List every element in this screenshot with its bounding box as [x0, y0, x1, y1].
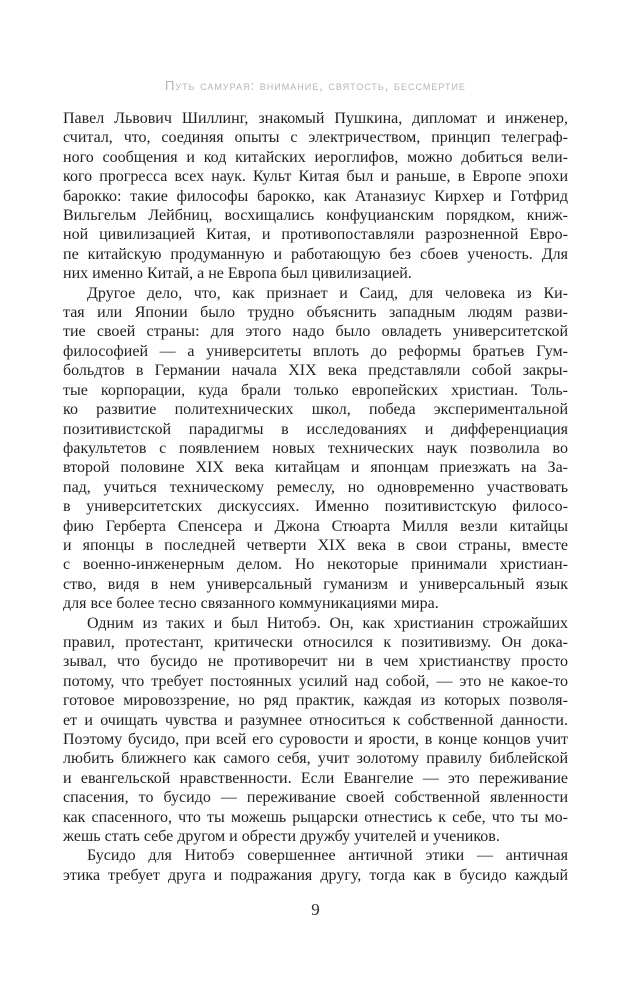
text-line: пад, учиться техническому ремеслу, но одновременно участвовать: [63, 478, 568, 496]
paragraph: [63, 614, 568, 847]
text-line: Вильгельм Лейбниц, восхищались конфуцианским порядком, книж-: [63, 207, 568, 225]
text-line: потому, что требует постоянных усилий над собой, — это не какое-то: [63, 672, 568, 690]
text-line: них именно Китай, а не Европа был цивилизацией.: [63, 265, 412, 283]
running-header: Путь самурая: внимание, святость, бессмертие: [165, 78, 466, 93]
text-line: ко развитие политехнических школ, победа экспериментальной: [63, 401, 568, 419]
text-line: тие своей страны: для этого надо было овладеть университетской: [63, 323, 568, 341]
text-line: и евангельской нравственности. Если Евангелие — это переживание: [63, 769, 568, 787]
text-line: и японцы в последней четверти XIX века в свои страны, вместе: [63, 536, 568, 554]
text-line: как спасенного, что ты можешь рыцарски отнестись к себе, что ты мо-: [63, 808, 568, 826]
paragraph: [63, 109, 568, 284]
text-line: этика требует друга и подражания другу, тогда как в бусидо каждый: [63, 866, 568, 884]
text-line: в университетских дискуссиях. Именно позитивистскую филосо-: [63, 498, 568, 516]
text-line: зывал, что бусидо не противоречит ни в чем христианству просто: [63, 653, 568, 671]
text-line: считал, что, соединяя опыты с электричеством, принцип телеграф-: [63, 129, 568, 147]
text-line: позитивистской парадигмы в исследованиях и дифференциация: [63, 420, 568, 438]
text-line: ной цивилизацией Китая, и противопоставляли разрозненной Евро-: [63, 226, 568, 244]
text-line: барокко: такие философы барокко, как Атаназиус Кирхер и Готфрид: [63, 187, 568, 205]
paragraph: [63, 284, 568, 614]
text-line: правил, протестант, критически относился к позитивизму. Он дока-: [63, 633, 568, 651]
page-number: 9: [311, 900, 320, 919]
text-line: фию Герберта Спенсера и Джона Стюарта Милля везли китайцы: [63, 517, 568, 535]
text-line: ет и очищать чувства и разумнее относиться к собственной данности.: [63, 711, 568, 729]
text-line: пе китайскую продуманную и работающую без сбоев ученость. Для: [63, 245, 568, 263]
text-line: спасения, то бусидо — переживание своей собственной явленности: [63, 789, 568, 807]
paragraph: [63, 846, 568, 885]
text-line: Поэтому бусидо, при всей его суровости и ярости, в конце концов учит: [63, 731, 568, 748]
text-line: больдтов в Германии начала XIX века представляли собой закры-: [63, 362, 568, 380]
text-line: любить ближнего как самого себя, учит золотому правилу библейской: [63, 750, 568, 768]
text-line: Бусидо для Нитобэ совершеннее античной этики — античная: [87, 847, 568, 865]
text-line: кого прогресса всех наук. Культ Китая был и раньше, в Европе эпохи: [63, 168, 568, 186]
text-line: готовое мировоззрение, но ряд практик, каждая из которых позволя-: [63, 692, 568, 710]
text-line: тая или Японии было трудно объяснить западным людям разви-: [63, 304, 568, 322]
text-line: Павел Львович Шиллинг, знакомый Пушкина, дипломат и инженер,: [63, 110, 568, 127]
text-line: факультетов с появлением новых технических наук позволила во: [63, 439, 568, 457]
text-line: тые корпорации, куда брали только европейских христиан. Толь-: [63, 381, 568, 399]
body-text: [63, 109, 568, 885]
text-line: с военно-инженерным делом. Но некоторые принимали христиан-: [63, 556, 568, 574]
text-line: жешь стать себе другом и обрести дружбу учителей и учеников.: [63, 828, 500, 846]
text-line: философией — а университеты вплоть до реформы братьев Гум-: [63, 342, 568, 360]
text-line: второй половине XIX века китайцам и японцам приезжать на За-: [63, 459, 568, 477]
text-line: Другое дело, что, как признает и Саид, для человека из Ки-: [87, 284, 568, 302]
text-line: ного сообщения и код китайских иероглифов, можно добиться вели-: [63, 148, 568, 166]
text-line: для все более тесно связанного коммуникациями мира.: [63, 595, 439, 613]
text-line: Одним из таких и был Нитобэ. Он, как христианин строжайших: [87, 614, 568, 632]
text-line: ство, видя в нем универсальный гуманизм и универсальный язык: [63, 575, 568, 593]
